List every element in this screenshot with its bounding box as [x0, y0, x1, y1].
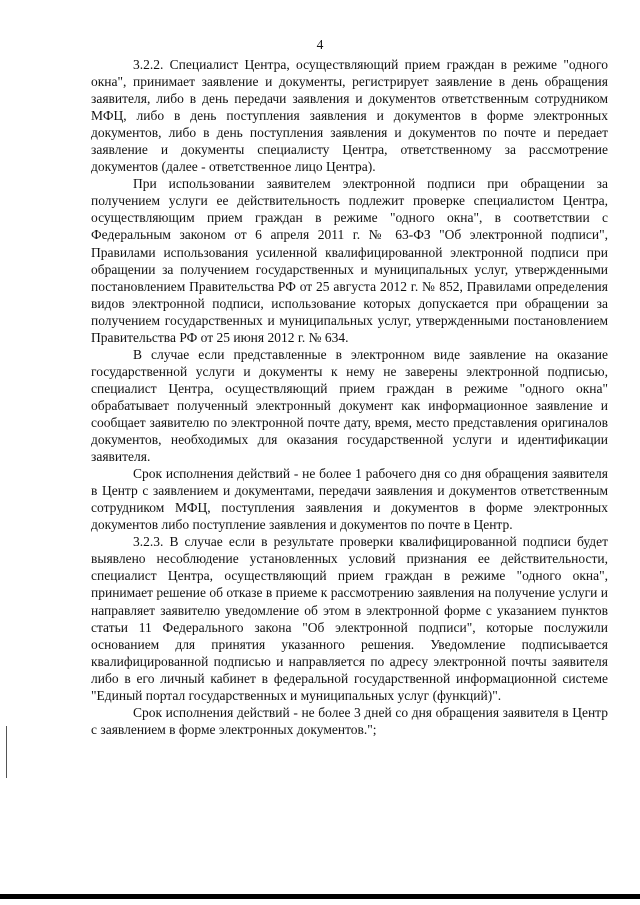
paragraph-electronic-signature: При использовании заявителем электронной подписи при обращении за получением услуги ее действительность подлежит проверке специалистом Центра, осуществляющим прием граждан в режиме "одного окна", в соответствии с Федеральным законом от 6 апреля 2011 г. № 63-ФЗ "Об электронной подписи", Правилами использования усиленной квалифицированной электронной подписи при обращении за получением государственных и муниципальных услуг, утвержденными постановлением Правительства РФ от 25 августа 2012 г. № 852, Правилами определения видов электронной подписи, использование которых допускается при обращении за получением государственных и муниципальных услуг, утвержденными постановлением Правительства РФ от 25 июня 2012 г. № 634.	[91, 176, 608, 345]
document-body	[91, 56, 608, 738]
paragraph-3-2-2: 3.2.2. Специалист Центра, осуществляющий прием граждан в режиме "одного окна", принимает заявление и документы, регистрирует заявление в день обращения заявителя, либо в день передачи заявления и документов ответственным сотрудником МФЦ, либо в день поступления заявления и документов в форме электронных документов, либо в день поступления заявления и документов по почте и передает заявление и документы специалисту Центра, ответственному за рассмотрение документов (далее - ответственное лицо Центра).	[91, 57, 608, 175]
paragraph-deadline-3-days: Срок исполнения действий - не более 3 дней со дня обращения заявителя в Центр с заявлением в форме электронных документов.";	[91, 704, 608, 737]
scan-margin-mark	[6, 726, 7, 778]
scan-bottom-edge	[0, 894, 640, 899]
paragraph-3-2-3: 3.2.3. В случае если в результате проверки квалифицированной подписи будет выявлено несоблюдение установленных условий признания ее действительности, специалист Центра, осуществляющий прием граждан в режиме "одного окна", принимает решение об отказе в приеме к рассмотрению заявления на получение услуги и направляет заявителю уведомление об этом в электронной форме с указанием пунктов статьи 11 Федерального закона "Об электронной подписи", которые послужили основанием для принятия указанного решения. Уведомление подписывается квалифицированной подписью и направляется по адресу электронной почты заявителя либо в его личный кабинет в федеральной государственной информационной системе "Единый портал государственных и муниципальных услуг (функций)".	[91, 534, 608, 703]
paragraph-unsigned-documents: В случае если представленные в электронном виде заявление на оказание государственной услуги и документы к нему не заверены электронной подписью, специалист Центра, осуществляющий прием граждан в режиме "одного окна" обрабатывает полученный электронный документ как информационное заявление и сообщает заявителю по электронной почте дату, время, место представления оригиналов документов, необходимых для оказания государственной услуги и идентификации заявителя.	[91, 346, 608, 465]
paragraph-deadline-1-day: Срок исполнения действий - не более 1 рабочего дня со дня обращения заявителя в Центр с заявлением и документами, передачи заявления и документов ответственным сотрудником МФЦ, поступления заявления и документов в форме электронных документов либо поступление заявления и документов по почте в Центр.	[91, 466, 608, 533]
page-number: 4	[316, 37, 324, 52]
